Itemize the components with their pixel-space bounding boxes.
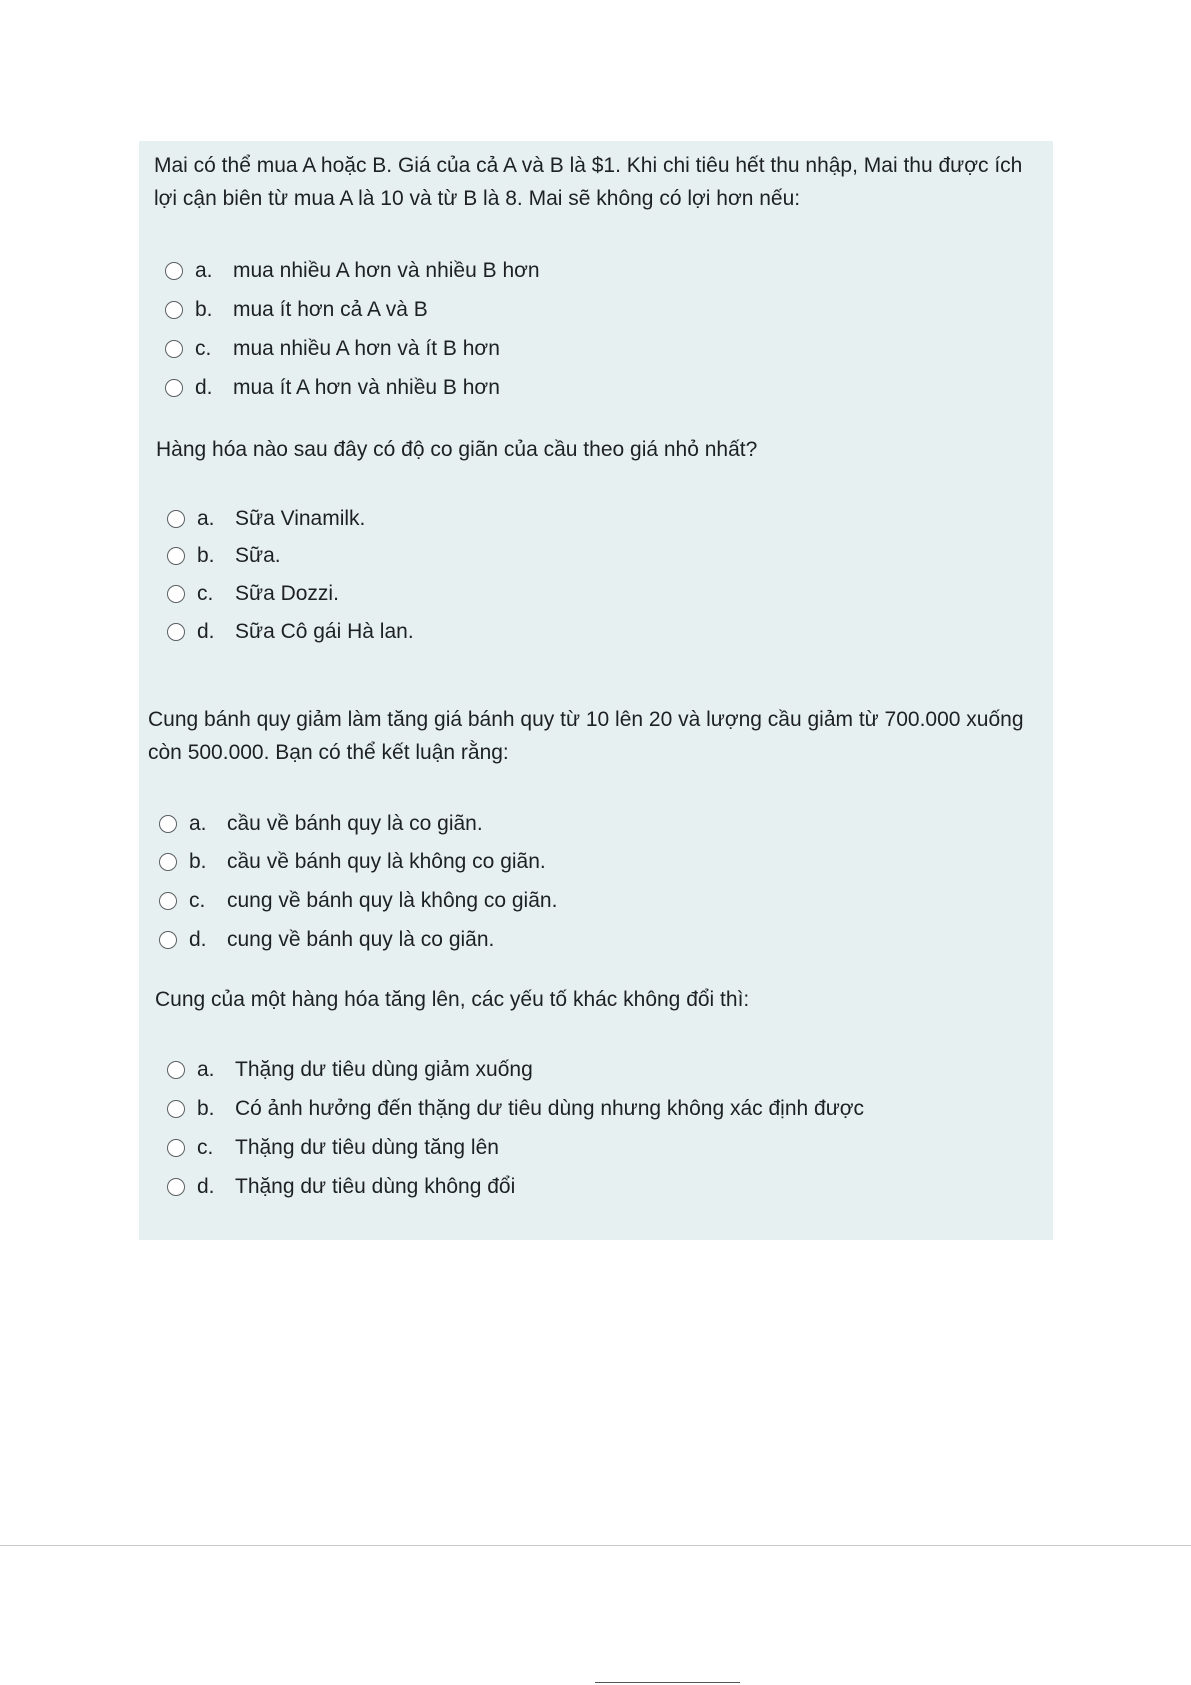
- option-text: Sữa Vinamilk.: [235, 507, 366, 530]
- option-text: Sữa Dozzi.: [235, 582, 339, 605]
- quiz-panel: [139, 141, 1053, 1240]
- option-letter: a.: [197, 1058, 215, 1081]
- option-letter: d.: [189, 928, 207, 951]
- option-text: mua ít hơn cả A và B: [233, 298, 428, 321]
- option-text: Thặng dư tiêu dùng tăng lên: [235, 1136, 499, 1159]
- answer-option-c[interactable]: [165, 334, 500, 364]
- answer-option-a[interactable]: [165, 256, 540, 286]
- option-letter: c.: [195, 337, 212, 360]
- question-text: Cung bánh quy giảm làm tăng giá bánh quy từ 10 lên 20 và lượng cầu giảm từ 700.000 xuống còn 500.000. Bạn có thể kết luận rằng:: [148, 708, 1024, 764]
- answer-option-c[interactable]: [167, 579, 339, 609]
- option-text: Có ảnh hưởng đến thặng dư tiêu dùng nhưng không xác định được: [235, 1097, 865, 1120]
- option-text: cung về bánh quy là co giãn.: [227, 928, 495, 951]
- answer-option-d[interactable]: [159, 925, 494, 955]
- answer-option-b[interactable]: [167, 541, 281, 571]
- radio-button[interactable]: [167, 1178, 185, 1196]
- answer-option-c[interactable]: [167, 1133, 499, 1163]
- option-letter: b.: [197, 544, 215, 567]
- option-letter: c.: [189, 889, 206, 912]
- page-edge-line: [595, 1682, 740, 1683]
- radio-button[interactable]: [167, 510, 185, 528]
- radio-button[interactable]: [167, 547, 185, 565]
- answer-option-b[interactable]: [159, 847, 546, 877]
- option-text: mua nhiều A hơn và ít B hơn: [233, 337, 500, 360]
- answer-option-d[interactable]: [167, 617, 414, 647]
- option-letter: a.: [197, 507, 215, 530]
- option-text: mua ít A hơn và nhiều B hơn: [233, 376, 500, 399]
- option-letter: b.: [197, 1097, 215, 1120]
- answer-option-a[interactable]: [167, 1055, 533, 1085]
- answer-option-a[interactable]: [159, 809, 483, 839]
- radio-button[interactable]: [167, 1100, 185, 1118]
- radio-button[interactable]: [167, 1061, 185, 1079]
- option-letter: d.: [197, 1175, 215, 1198]
- answer-option-a[interactable]: [167, 504, 365, 534]
- radio-button[interactable]: [165, 301, 183, 319]
- option-text: Thặng dư tiêu dùng giảm xuống: [235, 1058, 533, 1081]
- option-letter: b.: [189, 850, 207, 873]
- option-text: Thặng dư tiêu dùng không đổi: [235, 1175, 516, 1198]
- answer-option-b[interactable]: [165, 295, 428, 325]
- answer-option-d[interactable]: [167, 1172, 515, 1202]
- option-letter: a.: [189, 812, 207, 835]
- radio-button[interactable]: [167, 623, 185, 641]
- answer-option-c[interactable]: [159, 886, 557, 916]
- question-text: Hàng hóa nào sau đây có độ co giãn của cầu theo giá nhỏ nhất?: [156, 438, 758, 461]
- option-text: cung về bánh quy là không co giãn.: [227, 889, 558, 912]
- answer-option-b[interactable]: [167, 1094, 864, 1124]
- page-divider: [0, 1545, 1191, 1546]
- option-letter: b.: [195, 298, 213, 321]
- radio-button[interactable]: [159, 931, 177, 949]
- option-letter: d.: [197, 620, 215, 643]
- option-letter: d.: [195, 376, 213, 399]
- question-text: Cung của một hàng hóa tăng lên, các yếu tố khác không đổi thì:: [155, 988, 750, 1011]
- radio-button[interactable]: [159, 853, 177, 871]
- option-text: Sữa Cô gái Hà lan.: [235, 620, 414, 643]
- radio-button[interactable]: [159, 815, 177, 833]
- radio-button[interactable]: [167, 1139, 185, 1157]
- radio-button[interactable]: [165, 262, 183, 280]
- radio-button[interactable]: [165, 340, 183, 358]
- option-text: cầu về bánh quy là co giãn.: [227, 812, 483, 835]
- option-text: Sữa.: [235, 544, 281, 567]
- answer-option-d[interactable]: [165, 373, 500, 403]
- option-letter: c.: [197, 1136, 214, 1159]
- radio-button[interactable]: [165, 379, 183, 397]
- radio-button[interactable]: [159, 892, 177, 910]
- option-text: cầu về bánh quy là không co giãn.: [227, 850, 546, 873]
- option-letter: c.: [197, 582, 214, 605]
- option-text: mua nhiều A hơn và nhiều B hơn: [233, 259, 540, 282]
- radio-button[interactable]: [167, 585, 185, 603]
- option-letter: a.: [195, 259, 213, 282]
- question-text: Mai có thể mua A hoặc B. Giá của cả A và B là $1. Khi chi tiêu hết thu nhập, Mai thu được ích lợi cận biên từ mua A là 10 và từ B là 8. Mai sẽ không có lợi hơn nếu:: [154, 154, 1023, 210]
